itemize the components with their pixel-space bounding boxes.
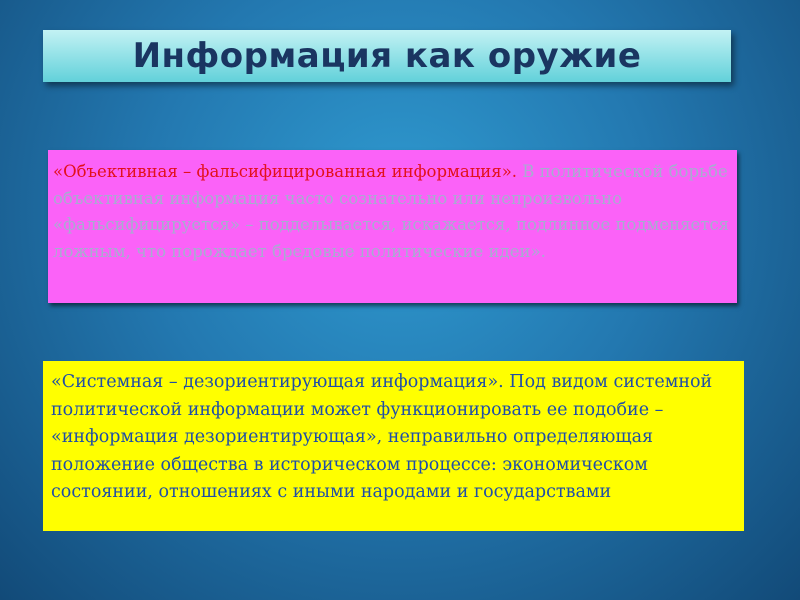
systemic-info-box xyxy=(43,361,744,531)
title-bar xyxy=(43,30,731,82)
systemic-info-text: «Системная – дезориентирующая информация». Под видом системной политической информации может функционировать ее подобие – «информация дезориентирующая», неправильно определяющая положение общества в историческом процессе: экономическом состоянии, отношениях с иными народами и государствами xyxy=(51,372,713,502)
objective-info-box xyxy=(48,150,737,303)
objective-info-body: В политической борьбе объективная информация часто сознательно или непроизвольно «фальсифицируется» – подделывается, искажается, подлинное подменяется ложным, что порождает бредовые политические идеи». xyxy=(53,162,730,261)
slide-title: Информация как оружие xyxy=(132,36,642,76)
objective-info-lead: «Объективная – фальсифицированная информация». xyxy=(53,162,518,181)
